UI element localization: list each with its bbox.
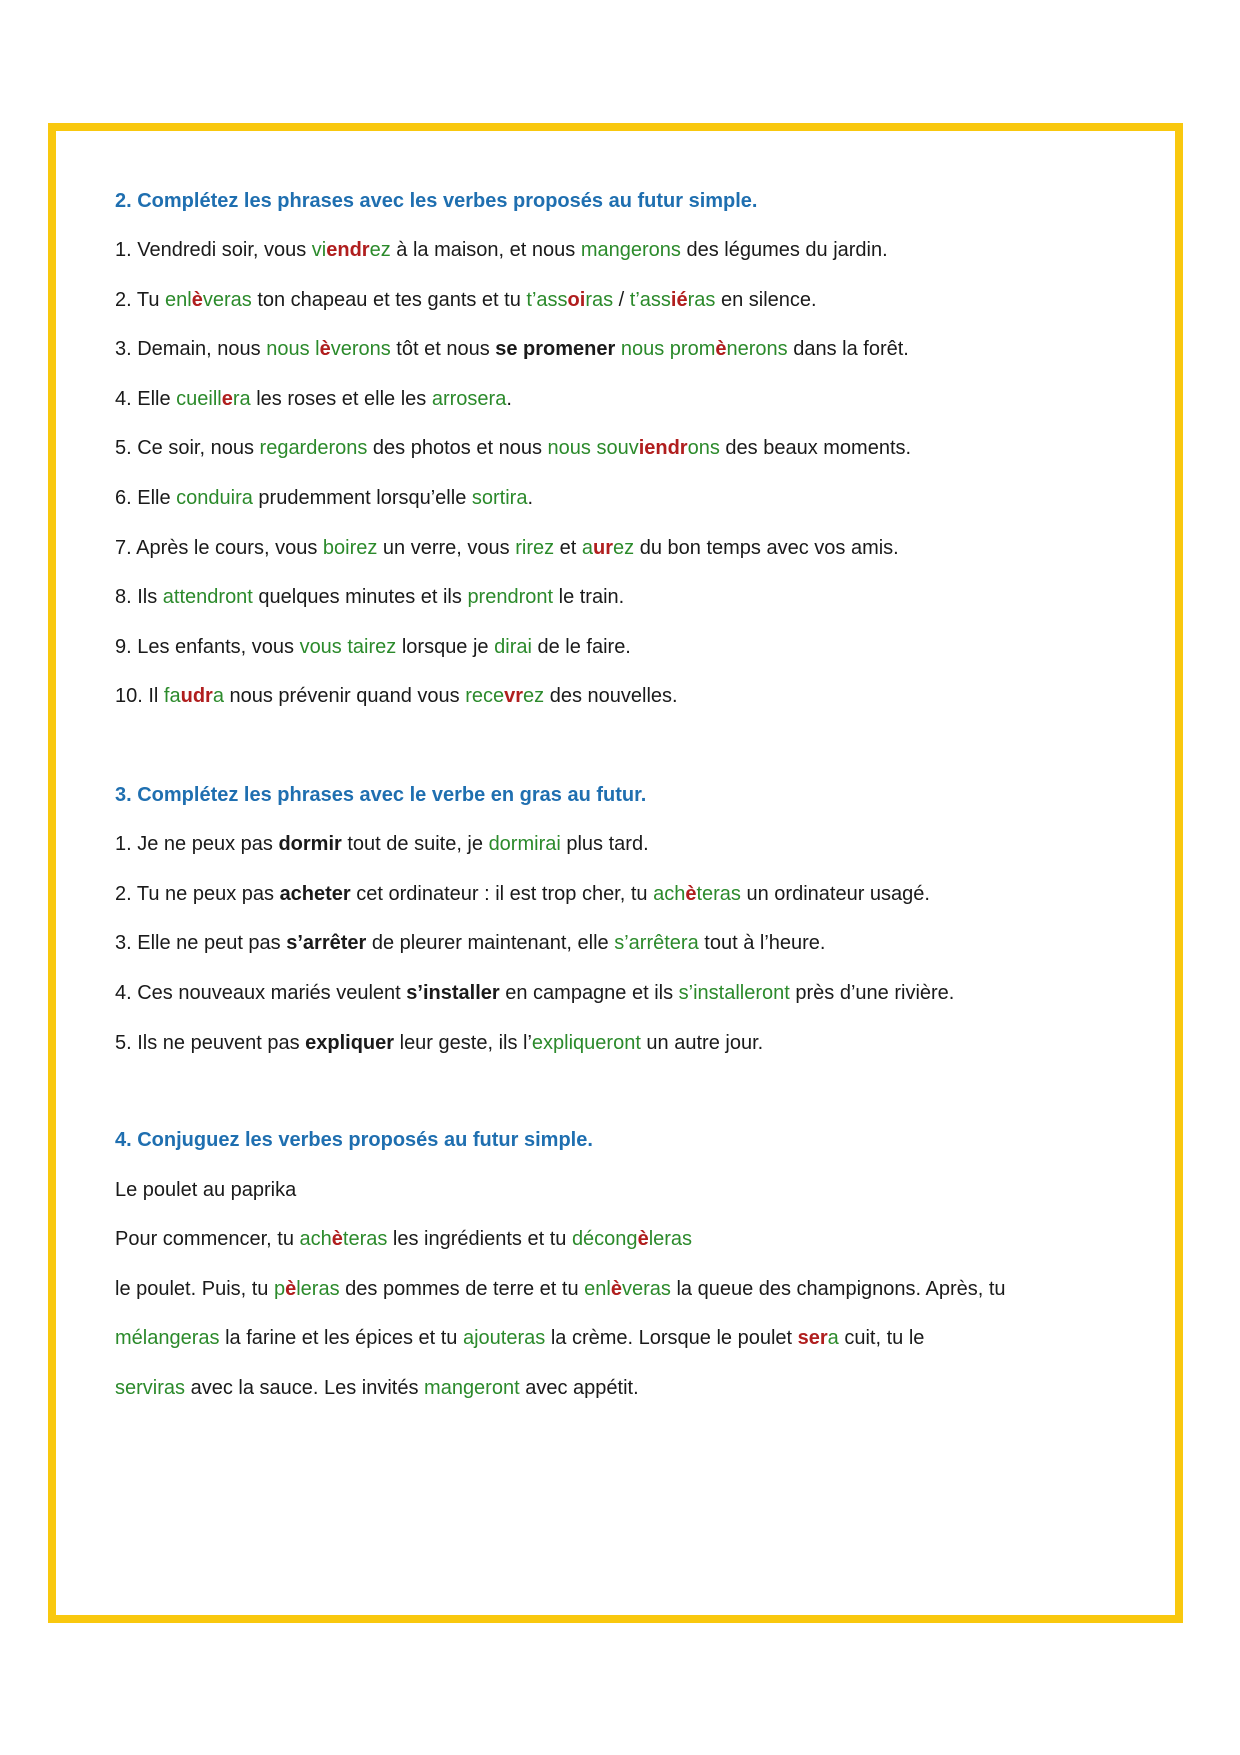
answer-text: rirez	[515, 537, 555, 559]
sentence-text: un ordinateur usagé.	[740, 883, 930, 905]
bold-verb: acheter	[279, 883, 351, 905]
sentence-text: .	[506, 388, 512, 410]
sentence-text: 6. Elle	[115, 487, 177, 509]
sentence-text: 5. Ils ne peuvent pas	[115, 1032, 306, 1054]
sentence-text: nous prévenir quand vous	[223, 685, 466, 707]
answer-text: ez	[613, 537, 635, 559]
sentence-text: un autre jour.	[640, 1032, 764, 1054]
exercise-2-sentence-8	[115, 585, 624, 609]
answer-text: a	[827, 1327, 839, 1349]
exercise-3-sentence-3	[115, 931, 825, 955]
sentence-text: en campagne et ils	[499, 982, 679, 1004]
answer-text: teras	[342, 1228, 388, 1250]
sentence-text: des beaux moments.	[719, 437, 912, 459]
answer-text: verons	[330, 338, 391, 360]
answer-text: mangeront	[424, 1377, 520, 1399]
sentence-text: la crème. Lorsque le poulet	[545, 1327, 798, 1349]
sentence-text: à la maison, et nous	[390, 239, 581, 261]
answer-text: cueill	[176, 388, 222, 410]
sentence-text: 2. Tu	[115, 289, 166, 311]
highlight-text: oi	[567, 289, 586, 311]
exercise-2-sentence-4	[115, 387, 512, 411]
answer-text: expliqueront	[531, 1032, 641, 1054]
answer-text: teras	[696, 883, 741, 905]
highlight-text: è	[285, 1278, 297, 1300]
answer-text: ons	[687, 437, 720, 459]
exercise-2-sentence-9	[115, 635, 631, 659]
answer-text: nous souv	[547, 437, 639, 459]
exercise-3-sentence-2	[115, 882, 930, 906]
exercise-2-sentence-3	[115, 337, 909, 361]
highlight-text: iendr	[638, 437, 688, 459]
sentence-text: 2. Tu ne peux pas	[115, 883, 280, 905]
sentence-text: 9. Les enfants, vous	[115, 636, 300, 658]
sentence-text: cuit, tu le	[838, 1327, 925, 1349]
answer-text: attendront	[162, 586, 253, 608]
exercise-2-sentence-6	[115, 486, 533, 510]
answer-text: veras	[621, 1278, 671, 1300]
highlight-text: endr	[326, 239, 370, 261]
answer-text: sortira	[471, 487, 528, 509]
answer-text: serviras	[115, 1377, 186, 1399]
answer-text: ez	[523, 685, 545, 707]
sentence-text: leur geste, ils l’	[394, 1032, 532, 1054]
bold-verb: s’arrêter	[286, 932, 367, 954]
answer-text: t’ass	[629, 289, 671, 311]
sentence-text: près d’une rivière.	[789, 982, 955, 1004]
answer-text: a	[581, 537, 594, 559]
bold-verb: se promener	[495, 338, 616, 360]
sentence-text: le train.	[553, 586, 625, 608]
sentence-text: et	[554, 537, 582, 559]
answer-text: leras	[296, 1278, 340, 1300]
answer-text: nous l	[266, 338, 320, 360]
answer-text: nerons	[726, 338, 788, 360]
answer-text: mélangeras	[115, 1327, 220, 1349]
answer-text: ach	[653, 883, 686, 905]
sentence-text: le poulet. Puis, tu	[115, 1278, 274, 1300]
exercise-4-recipe-title	[115, 1178, 296, 1202]
highlight-text: è	[191, 289, 203, 311]
answer-text: rece	[465, 685, 505, 707]
sentence-text: .	[527, 487, 534, 509]
sentence-text: /	[613, 289, 630, 311]
sentence-text: des nouvelles.	[544, 685, 678, 707]
answer-text: ras	[687, 289, 716, 311]
highlight-text: vr	[504, 685, 524, 707]
sentence-text: dans la forêt.	[787, 338, 909, 360]
answer-text: arrosera	[431, 388, 507, 410]
sentence-text: de le faire.	[531, 636, 631, 658]
highlight-text: ur	[593, 537, 614, 559]
answer-text: ra	[232, 388, 251, 410]
answer-text: dormirai	[488, 833, 561, 855]
answer-text: nous prom	[620, 338, 716, 360]
exercise-2-sentence-10	[115, 684, 678, 708]
exercise-4-paragraph-line-1	[115, 1227, 692, 1251]
exercise-4-paragraph-line-3	[115, 1326, 924, 1350]
highlight-text: udr	[180, 685, 213, 707]
bold-verb: expliquer	[305, 1032, 395, 1054]
sentence-text: 3. Demain, nous	[115, 338, 267, 360]
answer-text: p	[273, 1278, 286, 1300]
answer-text: enl	[165, 289, 192, 311]
sentence-text: un verre, vous	[377, 537, 516, 559]
exercise-3-sentence-5	[115, 1031, 763, 1055]
exercise-3-sentence-1	[115, 832, 649, 856]
exercise-2-sentence-5	[115, 436, 911, 460]
sentence-text: tôt et nous	[390, 338, 496, 360]
sentence-text: des pommes de terre et tu	[339, 1278, 585, 1300]
sentence-text: ton chapeau et tes gants et tu	[251, 289, 527, 311]
sentence-text: des légumes du jardin.	[680, 239, 888, 261]
sentence-text: de pleurer maintenant, elle	[366, 932, 615, 954]
highlight-text: è	[637, 1228, 649, 1250]
sentence-text: la queue des champignons. Après, tu	[670, 1278, 1006, 1300]
answer-text: décong	[571, 1228, 638, 1250]
answer-text: veras	[202, 289, 252, 311]
sentence-text: 8. Ils	[115, 586, 163, 608]
answer-text: enl	[584, 1278, 611, 1300]
sentence-text: 7. Après le cours, vous	[115, 537, 323, 559]
answer-text: dirai	[494, 636, 532, 658]
exercise-4-paragraph-line-4	[115, 1376, 639, 1400]
sentence-text: prudemment lorsqu’elle	[252, 487, 472, 509]
answer-text: fa	[163, 685, 181, 707]
answer-text: regarderons	[259, 437, 368, 459]
answer-text: boirez	[322, 537, 378, 559]
answer-text: s’arrêtera	[614, 932, 699, 954]
exercise-2-sentence-1	[115, 238, 888, 262]
sentence-text: 4. Ces nouveaux mariés veulent	[115, 982, 407, 1004]
highlight-text: è	[610, 1278, 622, 1300]
answer-text: prendront	[467, 586, 554, 608]
exercise-3-title: 3. Complétez les phrases avec le verbe en gras au futur.	[115, 784, 647, 806]
sentence-text: plus tard.	[560, 833, 649, 855]
bold-verb: s’installer	[406, 982, 500, 1004]
answer-text: vi	[311, 239, 327, 261]
sentence-text: Pour commencer, tu	[115, 1228, 300, 1250]
highlight-text: e	[221, 388, 233, 410]
sentence-text: avec appétit.	[519, 1377, 639, 1399]
highlight-text: è	[685, 883, 697, 905]
exercise-4-paragraph-line-2	[115, 1277, 1006, 1301]
exercise-2-sentence-2	[115, 288, 817, 312]
answer-text: ez	[369, 239, 391, 261]
sentence-text: Le poulet au paprika	[115, 1179, 297, 1201]
sentence-text: 3. Elle ne peut pas	[115, 932, 287, 954]
exercise-4-title: 4. Conjuguez les verbes proposés au futur simple.	[115, 1129, 593, 1151]
sentence-text: 10. Il	[115, 685, 164, 707]
sentence-text: tout à l’heure.	[698, 932, 826, 954]
sentence-text: en silence.	[715, 289, 817, 311]
highlight-text: ser	[797, 1327, 828, 1349]
sentence-text: cet ordinateur : il est trop cher, tu	[350, 883, 654, 905]
sentence-text: du bon temps avec vos amis.	[634, 537, 899, 559]
sentence-text: des photos et nous	[367, 437, 548, 459]
sentence-text: les ingrédients et tu	[387, 1228, 572, 1250]
exercise-2-sentence-7	[115, 536, 899, 560]
answer-text: vous tairez	[299, 636, 397, 658]
sentence-text: 4. Elle	[115, 388, 177, 410]
exercise-2-title: 2. Complétez les phrases avec les verbes proposés au futur simple.	[115, 190, 758, 212]
sentence-text: 1. Je ne peux pas	[115, 833, 279, 855]
sentence-text: tout de suite, je	[341, 833, 489, 855]
answer-text: conduira	[176, 487, 253, 509]
sentence-text: 1. Vendredi soir, vous	[115, 239, 312, 261]
highlight-text: ié	[670, 289, 688, 311]
sentence-text: 5. Ce soir, nous	[115, 437, 260, 459]
answer-text: s’installeront	[678, 982, 790, 1004]
sentence-text: quelques minutes et ils	[252, 586, 468, 608]
answer-text: ajouteras	[462, 1327, 546, 1349]
sentence-text: avec la sauce. Les invités	[185, 1377, 425, 1399]
answer-text: ach	[299, 1228, 332, 1250]
highlight-text: è	[319, 338, 331, 360]
exercise-3-sentence-4	[115, 981, 954, 1005]
bold-verb: dormir	[278, 833, 342, 855]
highlight-text: è	[331, 1228, 343, 1250]
sentence-text: la farine et les épices et tu	[219, 1327, 463, 1349]
highlight-text: è	[715, 338, 727, 360]
sentence-text: lorsque je	[396, 636, 495, 658]
answer-text: ras	[585, 289, 614, 311]
sentence-text: les roses et elle les	[250, 388, 432, 410]
answer-text: t’ass	[526, 289, 568, 311]
answer-text: a	[212, 685, 224, 707]
answer-text: mangerons	[580, 239, 681, 261]
answer-text: leras	[648, 1228, 693, 1250]
